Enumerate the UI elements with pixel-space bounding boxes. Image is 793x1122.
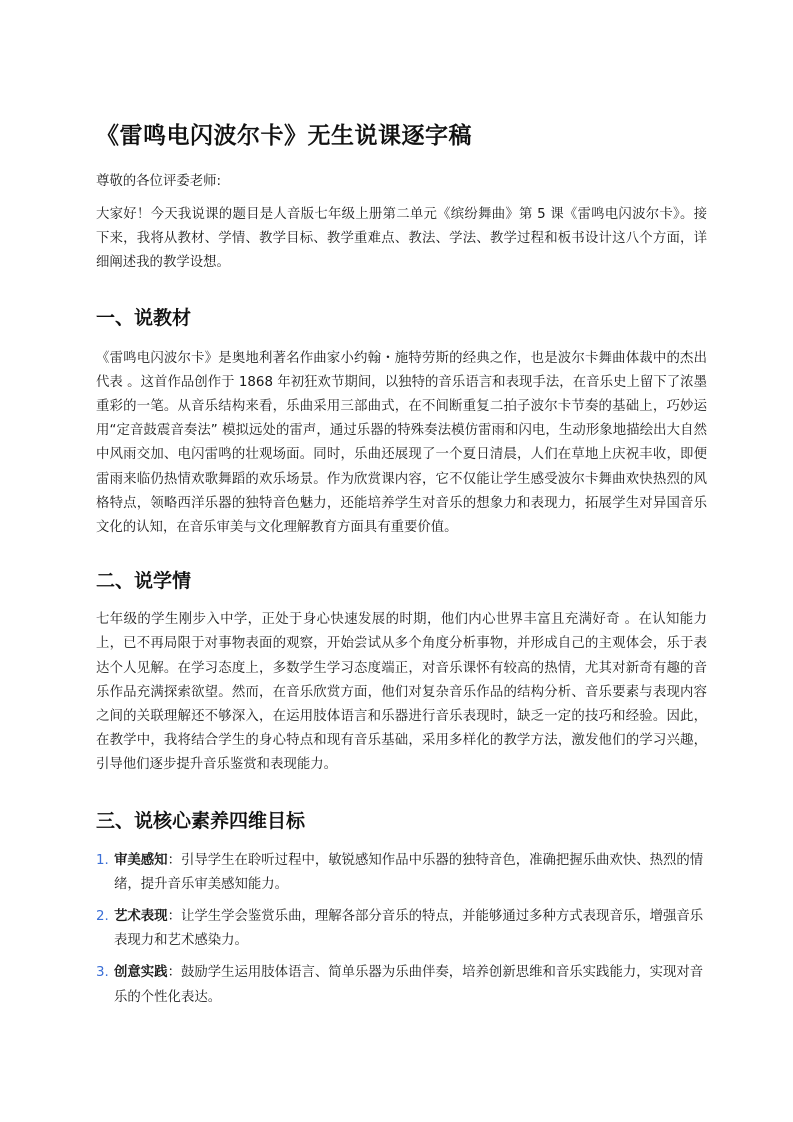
goal-list [96,849,707,1010]
goal-item [96,849,707,897]
intro-paragraph: 大家好！今天我说课的题目是人音版七年级上册第二单元《缤纷舞曲》第 5 课《雷鸣电闪波尔卡》。接下来，我将从教材、学情、教学目标、教学重难点、教法、学法、教学过程和板书设计这八个方面，详细阐述我的教学设想。 [96,207,707,271]
goal-label: 审美感知 [114,852,168,868]
section-heading-students: 二、说学情 [96,570,192,593]
goal-label: 艺术表现 [114,909,168,925]
greeting-line: 尊敬的各位评委老师: [96,174,222,189]
goal-number: 1. [96,852,109,868]
goal-text: ：鼓励学生运用肢体语言、简单乐器为乐曲伴奏，培养创新思维和音乐实践能力，实现对音乐的个性化表达。 [114,965,704,1005]
goal-number: 3. [96,965,109,981]
goal-text: ：让学生学会鉴赏乐曲，理解各部分音乐的特点，并能够通过多种方式表现音乐，增强音乐表现力和艺术感染力。 [114,909,704,949]
document-page [96,118,707,1018]
goal-text: ：引导学生在聆听过程中，敏锐感知作品中乐器的独特音色，准确把握乐曲欢快、热烈的情绪，提升音乐审美感知能力。 [114,852,704,892]
goal-item [96,961,707,1009]
document-title: 《雷鸣电闪波尔卡》无生说课逐字稿 [96,123,472,149]
section-heading-textbook: 一、说教材 [96,306,192,329]
section-body-textbook: 《雷鸣电闪波尔卡》是奥地利著名作曲家小约翰・施特劳斯的经典之作，也是波尔卡舞曲体裁中的杰出代表 。这首作品创作于 1868 年初狂欢节期间，以独特的音乐语言和表现手法，在音乐史上留下了浓墨重彩的一笔。从音乐结构来看，乐曲采用三部曲式，在不间断重复二拍子波尔卡节奏的基础上，巧妙运用“定音鼓震音奏法” 模拟远处的雷声，通过乐器的特殊奏法模仿雷雨和闪电，生动形象地描绘出大自然中风雨交加、电闪雷鸣的壮观场面。同时，乐曲还展现了一个夏日清晨，人们在草地上庆祝丰收，即便雷雨来临仍热情欢歌舞蹈的欢乐场景。作为欣赏课内容，它不仅能让学生感受波尔卡舞曲欢快热烈的风格特点，领略西洋乐器的独特音色魅力，还能培养学生对音乐的想象力和表现力，拓展学生对异国音乐文化的认知，在音乐审美与文化理解教育方面具有重要价值。 [96,350,707,536]
goal-number: 2. [96,909,109,925]
section-heading-goals: 三、说核心素养四维目标 [96,809,306,832]
section-body-students: 七年级的学生刚步入中学，正处于身心快速发展的时期，他们内心世界丰富且充满好奇 。在认知能力上，已不再局限于对事物表面的观察，开始尝试从多个角度分析事物，并形成自己的主观体会，乐于表达个人见解。在学习态度上，多数学生学习态度端正，对音乐课怀有较高的热情，尤其对新奇有趣的音乐作品充满探索欲望。然而，在音乐欣赏方面，他们对复杂音乐作品的结构分析、音乐要素与表现内容之间的关联理解还不够深入，在运用肢体语言和乐器进行音乐表现时，缺乏一定的技巧和经验。因此，在教学中，我将结合学生的身心特点和现有音乐基础，采用多样化的教学方法，激发他们的学习兴趣，引导他们逐步提升音乐鉴赏和表现能力。 [96,612,707,773]
goal-item [96,905,707,953]
goal-label: 创意实践 [114,965,168,981]
